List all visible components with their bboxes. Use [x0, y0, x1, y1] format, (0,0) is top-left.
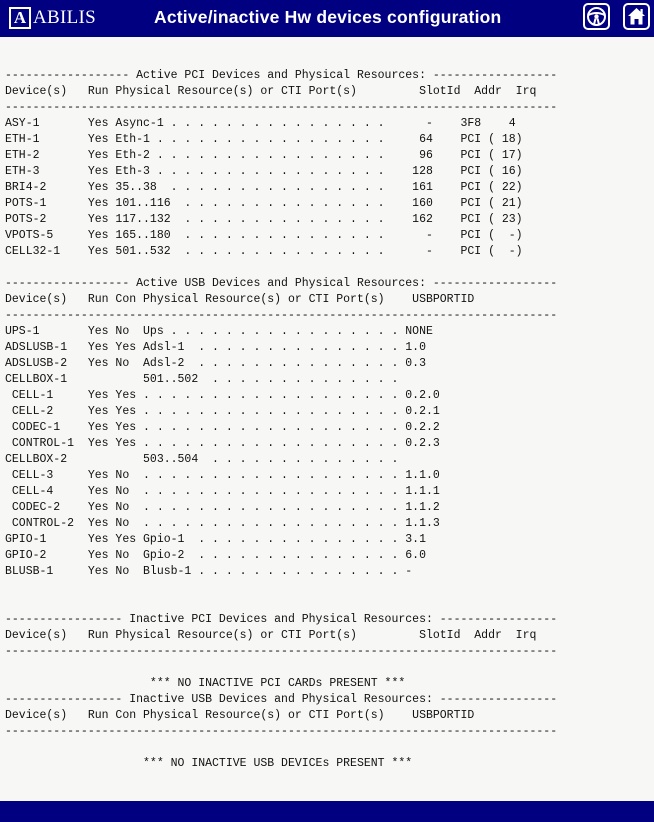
home-button[interactable] [623, 3, 650, 30]
active-pci-devices-table: ------------------ Active PCI Devices and Physical Resources: ------------------ Device(s) Run Physical Resource(s) or CTI Port(s) SlotId Addr Irq -------------------------------------------------------------------------------- ASY-1 Yes Async-1 . . . . . . . . . . . . . . . . - 3F8 4 ETH-1 Yes Eth-1 . . . . . . . . . . . . . . . . . 64 PCI ( 18) ETH-2 Yes Eth-2 . . . . . . . . . . . . . . . . . 96 PCI ( 17) ETH-3 Yes Eth-3 . . . . . . . . . . . . . . . . . 128 PCI ( 16) BRI4-2 Yes 35..38 . . . . . . . . . . . . . . . . 161 PCI ( 22) POTS-1 Yes 101..116 . . . . . . . . . . . . . . . 160 PCI ( 21) POTS-2 Yes 117..132 . . . . . . . . . . . . . . . 162 PCI ( 23) VPOTS-5 Yes 165..180 . . . . . . . . . . . . . . . - PCI ( -) CELL32-1 Yes 501..532 . . . . . . . . . . . . . . . - PCI ( -) [5, 69, 558, 258]
abilis-logo [9, 5, 96, 31]
home-icon [626, 6, 647, 27]
bottom-bar [0, 801, 654, 822]
steering-wheel-button[interactable] [583, 3, 610, 30]
logo-text: ABILIS [33, 7, 97, 28]
inactive-pci-devices-table: ----------------- Inactive PCI Devices and Physical Resources: ----------------- Device(s) Run Physical Resource(s) or CTI Port(s) SlotId Addr Irq -------------------------------------------------------------------------------- *** NO INACTIVE PCI CARDs PRESENT *** [5, 613, 558, 690]
page-title: Active/inactive Hw devices configuration [154, 7, 502, 27]
steering-wheel-icon [586, 6, 607, 27]
active-usb-devices-table: ------------------ Active USB Devices and Physical Resources: ------------------ Device(s) Run Con Physical Resource(s) or CTI Port(s) USBPORTID -------------------------------------------------------------------------------- UPS-1 Yes No Ups . . . . . . . . . . . . . . . . . NONE ADSLUSB-1 Yes Yes Adsl-1 . . . . . . . . . . . . . . . 1.0 ADSLUSB-2 Yes No Adsl-2 . . . . . . . . . . . . . . . 0.3 CELLBOX-1 501..502 . . . . . . . . . . . . . . CELL-1 Yes Yes . . . . . . . . . . . . . . . . . . . 0.2.0 CELL-2 Yes Yes . . . . . . . . . . . . . . . . . . . 0.2.1 CODEC-1 Yes Yes . . . . . . . . . . . . . . . . . . . 0.2.2 CONTROL-1 Yes Yes . . . . . . . . . . . . . . . . . . . 0.2.3 CELLBOX-2 503..504 . . . . . . . . . . . . . . CELL-3 Yes No . . . . . . . . . . . . . . . . . . . 1.1.0 CELL-4 Yes No . . . . . . . . . . . . . . . . . . . 1.1.1 CODEC-2 Yes No . . . . . . . . . . . . . . . . . . . 1.1.2 CONTROL-2 Yes No . . . . . . . . . . . . . . . . . . . 1.1.3 GPIO-1 Yes Yes Gpio-1 . . . . . . . . . . . . . . . 3.1 GPIO-2 Yes No Gpio-2 . . . . . . . . . . . . . . . 6.0 BLUSB-1 Yes No Blusb-1 . . . . . . . . . . . . . . . - [5, 277, 558, 578]
top-bar [0, 0, 654, 37]
logo-mark: A [9, 7, 31, 29]
inactive-usb-devices-table: ----------------- Inactive USB Devices and Physical Resources: ----------------- Device(s) Run Con Physical Resource(s) or CTI Port(s) USBPORTID -------------------------------------------------------------------------------- *** NO INACTIVE USB DEVICEs PRESENT *** [5, 693, 558, 770]
